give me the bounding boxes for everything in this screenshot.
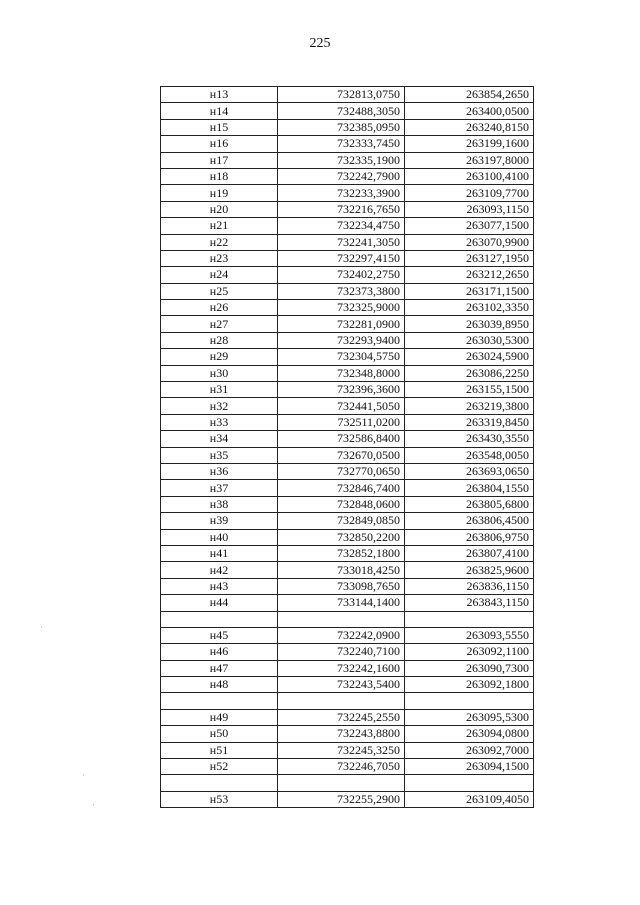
blank-cell xyxy=(405,611,534,627)
y-coordinate-cell: 263171,1500 xyxy=(405,283,534,299)
blank-cell xyxy=(405,775,534,791)
table-row xyxy=(161,463,534,479)
x-coordinate-cell: 732241,3050 xyxy=(278,234,405,250)
table-row xyxy=(161,234,534,250)
table-row xyxy=(161,87,534,103)
table-row xyxy=(161,513,534,529)
x-coordinate-cell: 732333,7450 xyxy=(278,136,405,152)
point-id-cell: н40 xyxy=(161,529,278,545)
point-id-cell: н32 xyxy=(161,398,278,414)
point-id-cell: н17 xyxy=(161,152,278,168)
x-coordinate-cell: 732243,5400 xyxy=(278,677,405,693)
x-coordinate-cell: 732242,1600 xyxy=(278,660,405,676)
blank-cell xyxy=(161,611,278,627)
x-coordinate-cell: 732243,8800 xyxy=(278,726,405,742)
y-coordinate-cell: 263843,1150 xyxy=(405,595,534,611)
point-id-cell: н39 xyxy=(161,513,278,529)
table-row xyxy=(161,300,534,316)
table-row xyxy=(161,267,534,283)
x-coordinate-cell: 732293,9400 xyxy=(278,332,405,348)
y-coordinate-cell: 263155,1500 xyxy=(405,382,534,398)
x-coordinate-cell: 732846,7400 xyxy=(278,480,405,496)
y-coordinate-cell: 263039,8950 xyxy=(405,316,534,332)
y-coordinate-cell: 263240,8150 xyxy=(405,119,534,135)
x-coordinate-cell: 732670,0500 xyxy=(278,447,405,463)
point-id-cell: н16 xyxy=(161,136,278,152)
table-row xyxy=(161,595,534,611)
y-coordinate-cell: 263095,5300 xyxy=(405,709,534,725)
blank-cell xyxy=(278,775,405,791)
point-id-cell: н26 xyxy=(161,300,278,316)
point-id-cell: н36 xyxy=(161,463,278,479)
x-coordinate-cell: 732216,7650 xyxy=(278,201,405,217)
point-id-cell: н45 xyxy=(161,627,278,643)
y-coordinate-cell: 263199,1600 xyxy=(405,136,534,152)
table-row xyxy=(161,759,534,775)
blank-separator-row xyxy=(161,775,534,791)
x-coordinate-cell: 732325,9000 xyxy=(278,300,405,316)
point-id-cell: н33 xyxy=(161,414,278,430)
x-coordinate-cell: 732850,2200 xyxy=(278,529,405,545)
table-row xyxy=(161,545,534,561)
table-row xyxy=(161,218,534,234)
x-coordinate-cell: 732281,0900 xyxy=(278,316,405,332)
table-row xyxy=(161,627,534,643)
point-id-cell: н23 xyxy=(161,250,278,266)
table-row xyxy=(161,250,534,266)
y-coordinate-cell: 263086,2250 xyxy=(405,365,534,381)
y-coordinate-cell: 263548,0050 xyxy=(405,447,534,463)
point-id-cell: н15 xyxy=(161,119,278,135)
x-coordinate-cell: 732335,1900 xyxy=(278,152,405,168)
y-coordinate-cell: 263092,1100 xyxy=(405,644,534,660)
point-id-cell: н30 xyxy=(161,365,278,381)
table-row xyxy=(161,431,534,447)
blank-cell xyxy=(405,693,534,709)
y-coordinate-cell: 263400,0500 xyxy=(405,103,534,119)
point-id-cell: н38 xyxy=(161,496,278,512)
x-coordinate-cell: 732245,3250 xyxy=(278,742,405,758)
y-coordinate-cell: 263836,1150 xyxy=(405,578,534,594)
point-id-cell: н37 xyxy=(161,480,278,496)
table-row xyxy=(161,365,534,381)
y-coordinate-cell: 263212,2650 xyxy=(405,267,534,283)
table-row xyxy=(161,726,534,742)
point-id-cell: н35 xyxy=(161,447,278,463)
x-coordinate-cell: 733098,7650 xyxy=(278,578,405,594)
x-coordinate-cell: 732770,0650 xyxy=(278,463,405,479)
table-row xyxy=(161,185,534,201)
point-id-cell: н27 xyxy=(161,316,278,332)
x-coordinate-cell: 732255,2900 xyxy=(278,791,405,807)
x-coordinate-cell: 732488,3050 xyxy=(278,103,405,119)
point-id-cell: н43 xyxy=(161,578,278,594)
table-row xyxy=(161,283,534,299)
table-row xyxy=(161,316,534,332)
point-id-cell: н52 xyxy=(161,759,278,775)
blank-separator-row xyxy=(161,693,534,709)
point-id-cell: н48 xyxy=(161,677,278,693)
x-coordinate-cell: 732586,8400 xyxy=(278,431,405,447)
x-coordinate-cell: 732402,2750 xyxy=(278,267,405,283)
x-coordinate-cell: 732373,3800 xyxy=(278,283,405,299)
y-coordinate-cell: 263090,7300 xyxy=(405,660,534,676)
x-coordinate-cell: 732511,0200 xyxy=(278,414,405,430)
table-row xyxy=(161,644,534,660)
x-coordinate-cell: 732242,7900 xyxy=(278,168,405,184)
table-row xyxy=(161,791,534,807)
point-id-cell: н42 xyxy=(161,562,278,578)
x-coordinate-cell: 732246,7050 xyxy=(278,759,405,775)
point-id-cell: н53 xyxy=(161,791,278,807)
table-row xyxy=(161,136,534,152)
scan-speck: · xyxy=(40,622,43,632)
blank-cell xyxy=(278,693,405,709)
point-id-cell: н21 xyxy=(161,218,278,234)
x-coordinate-cell: 733018,4250 xyxy=(278,562,405,578)
y-coordinate-cell: 263109,4050 xyxy=(405,791,534,807)
table-row xyxy=(161,398,534,414)
y-coordinate-cell: 263093,1150 xyxy=(405,201,534,217)
table-row xyxy=(161,742,534,758)
table-row xyxy=(161,152,534,168)
x-coordinate-cell: 732240,7100 xyxy=(278,644,405,660)
y-coordinate-cell: 263094,1500 xyxy=(405,759,534,775)
table-row xyxy=(161,349,534,365)
point-id-cell: н18 xyxy=(161,168,278,184)
point-id-cell: н13 xyxy=(161,87,278,103)
x-coordinate-cell: 732396,3600 xyxy=(278,382,405,398)
point-id-cell: н31 xyxy=(161,382,278,398)
y-coordinate-cell: 263319,8450 xyxy=(405,414,534,430)
table-row xyxy=(161,332,534,348)
y-coordinate-cell: 263219,3800 xyxy=(405,398,534,414)
x-coordinate-cell: 732242,0900 xyxy=(278,627,405,643)
x-coordinate-cell: 732848,0600 xyxy=(278,496,405,512)
table-row xyxy=(161,562,534,578)
x-coordinate-cell: 732348,8000 xyxy=(278,365,405,381)
point-id-cell: н34 xyxy=(161,431,278,447)
x-coordinate-cell: 732385,0950 xyxy=(278,119,405,135)
table-row xyxy=(161,578,534,594)
table-row xyxy=(161,529,534,545)
table-row xyxy=(161,709,534,725)
point-id-cell: н29 xyxy=(161,349,278,365)
y-coordinate-cell: 263806,9750 xyxy=(405,529,534,545)
x-coordinate-cell: 732297,4150 xyxy=(278,250,405,266)
y-coordinate-cell: 263092,1800 xyxy=(405,677,534,693)
table-row xyxy=(161,382,534,398)
x-coordinate-cell: 732304,5750 xyxy=(278,349,405,365)
table-row xyxy=(161,201,534,217)
point-id-cell: н19 xyxy=(161,185,278,201)
y-coordinate-cell: 263430,3550 xyxy=(405,431,534,447)
blank-cell xyxy=(161,693,278,709)
x-coordinate-cell: 732852,1800 xyxy=(278,545,405,561)
y-coordinate-cell: 263693,0650 xyxy=(405,463,534,479)
table-row xyxy=(161,119,534,135)
y-coordinate-cell: 263197,8000 xyxy=(405,152,534,168)
y-coordinate-cell: 263807,4100 xyxy=(405,545,534,561)
point-id-cell: н22 xyxy=(161,234,278,250)
y-coordinate-cell: 263030,5300 xyxy=(405,332,534,348)
x-coordinate-cell: 732849,0850 xyxy=(278,513,405,529)
y-coordinate-cell: 263127,1950 xyxy=(405,250,534,266)
x-coordinate-cell: 732441,5050 xyxy=(278,398,405,414)
point-id-cell: н20 xyxy=(161,201,278,217)
table-row xyxy=(161,103,534,119)
y-coordinate-cell: 263825,9600 xyxy=(405,562,534,578)
table-row xyxy=(161,480,534,496)
table-row xyxy=(161,168,534,184)
point-id-cell: н25 xyxy=(161,283,278,299)
y-coordinate-cell: 263070,9900 xyxy=(405,234,534,250)
point-id-cell: н46 xyxy=(161,644,278,660)
scan-speck: ˌ xyxy=(82,766,85,776)
y-coordinate-cell: 263102,3350 xyxy=(405,300,534,316)
y-coordinate-cell: 263804,1550 xyxy=(405,480,534,496)
point-id-cell: н51 xyxy=(161,742,278,758)
table-row xyxy=(161,447,534,463)
y-coordinate-cell: 263024,5900 xyxy=(405,349,534,365)
point-id-cell: н41 xyxy=(161,545,278,561)
table-row xyxy=(161,677,534,693)
x-coordinate-cell: 732234,4750 xyxy=(278,218,405,234)
point-id-cell: н24 xyxy=(161,267,278,283)
scan-speck: · xyxy=(92,800,95,810)
y-coordinate-cell: 263077,1500 xyxy=(405,218,534,234)
x-coordinate-cell: 732245,2550 xyxy=(278,709,405,725)
point-id-cell: н49 xyxy=(161,709,278,725)
x-coordinate-cell: 732813,0750 xyxy=(278,87,405,103)
point-id-cell: н28 xyxy=(161,332,278,348)
x-coordinate-cell: 732233,3900 xyxy=(278,185,405,201)
y-coordinate-cell: 263093,5550 xyxy=(405,627,534,643)
point-id-cell: н50 xyxy=(161,726,278,742)
table-row xyxy=(161,414,534,430)
blank-cell xyxy=(161,775,278,791)
blank-separator-row xyxy=(161,611,534,627)
y-coordinate-cell: 263094,0800 xyxy=(405,726,534,742)
table-row xyxy=(161,496,534,512)
y-coordinate-cell: 263092,7000 xyxy=(405,742,534,758)
table-row xyxy=(161,660,534,676)
page-number: 225 xyxy=(309,36,331,51)
y-coordinate-cell: 263854,2650 xyxy=(405,87,534,103)
y-coordinate-cell: 263100,4100 xyxy=(405,168,534,184)
y-coordinate-cell: 263806,4500 xyxy=(405,513,534,529)
point-id-cell: н47 xyxy=(161,660,278,676)
coordinates-table xyxy=(160,86,534,808)
coordinates-table-body xyxy=(161,87,534,808)
blank-cell xyxy=(278,611,405,627)
y-coordinate-cell: 263109,7700 xyxy=(405,185,534,201)
y-coordinate-cell: 263805,6800 xyxy=(405,496,534,512)
x-coordinate-cell: 733144,1400 xyxy=(278,595,405,611)
point-id-cell: н14 xyxy=(161,103,278,119)
point-id-cell: н44 xyxy=(161,595,278,611)
